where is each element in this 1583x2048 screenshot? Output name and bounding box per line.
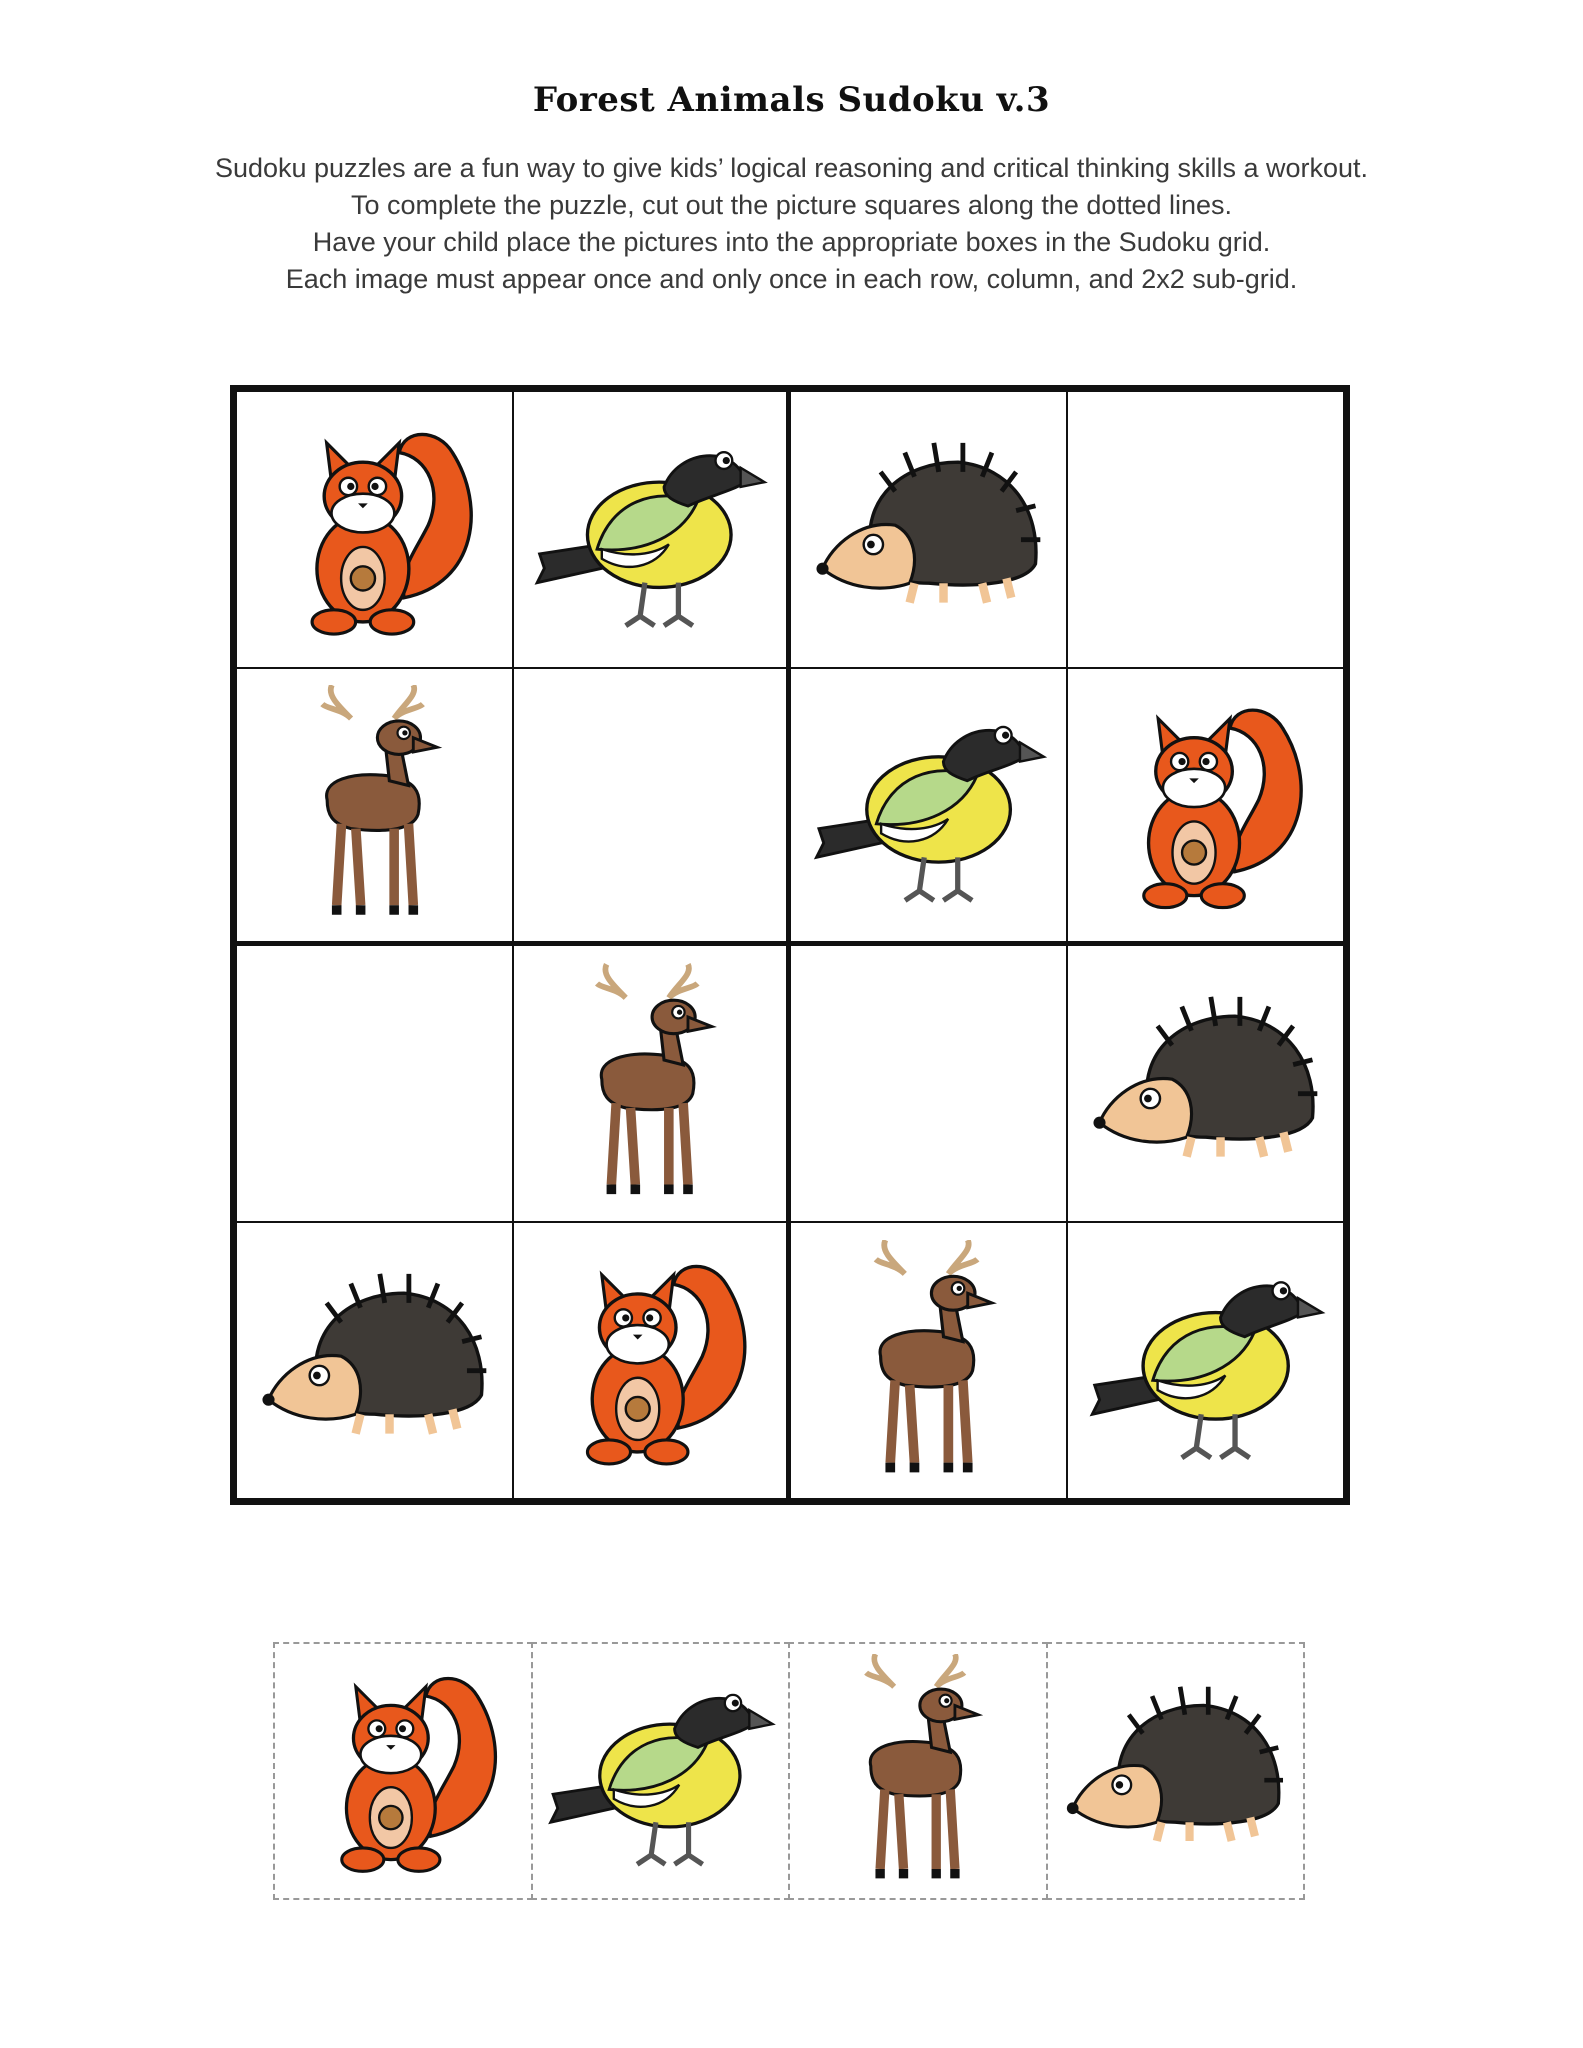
cutout-strip <box>275 1642 1305 1900</box>
hedgehog-icon <box>237 1223 512 1498</box>
instruction-line: Have your child place the pictures into the appropriate boxes in the Sudoku grid. <box>312 227 1271 257</box>
bird-icon <box>1068 1223 1343 1498</box>
squirrel-icon <box>237 392 512 667</box>
grid-cell[interactable] <box>1067 668 1344 945</box>
grid-cell[interactable] <box>236 1222 513 1499</box>
cutout-bird[interactable] <box>531 1642 791 1900</box>
squirrel-icon <box>514 1223 786 1498</box>
squirrel-icon <box>275 1644 531 1898</box>
grid-cell[interactable] <box>1067 1222 1344 1499</box>
grid-cell[interactable] <box>790 668 1067 945</box>
worksheet-title: Forest Animals Sudoku v.3 <box>532 80 1051 120</box>
grid-cell[interactable] <box>513 1222 790 1499</box>
deer-icon <box>237 669 512 941</box>
bird-icon <box>791 669 1066 941</box>
grid-cell[interactable] <box>513 945 790 1222</box>
sudoku-grid <box>230 385 1350 1505</box>
grid-cell[interactable] <box>236 945 513 1222</box>
hedgehog-icon <box>791 392 1066 667</box>
grid-cell[interactable] <box>790 391 1067 668</box>
bird-icon <box>533 1644 789 1898</box>
deer-icon <box>790 1644 1046 1898</box>
grid-cell[interactable] <box>1067 945 1344 1222</box>
instruction-line: Sudoku puzzles are a fun way to give kids’ logical reasoning and critical thinking skills a workout. <box>214 153 1369 183</box>
grid-cell[interactable] <box>790 945 1067 1222</box>
hedgehog-icon <box>1048 1644 1304 1898</box>
grid-cell[interactable] <box>513 668 790 945</box>
cutout-deer[interactable] <box>788 1642 1048 1900</box>
cutout-hedgehog[interactable] <box>1046 1642 1306 1900</box>
instructions <box>0 150 1583 298</box>
cutout-squirrel[interactable] <box>273 1642 533 1900</box>
deer-icon <box>514 946 786 1221</box>
grid-cell[interactable] <box>236 391 513 668</box>
instruction-line: Each image must appear once and only once in each row, column, and 2x2 sub-grid. <box>285 264 1298 294</box>
deer-icon <box>791 1223 1066 1498</box>
squirrel-icon <box>1068 669 1343 941</box>
grid-cell[interactable] <box>513 391 790 668</box>
grid-cell[interactable] <box>236 668 513 945</box>
grid-cell[interactable] <box>790 1222 1067 1499</box>
grid-cell[interactable] <box>1067 391 1344 668</box>
hedgehog-icon <box>1068 946 1343 1221</box>
instruction-line: To complete the puzzle, cut out the picture squares along the dotted lines. <box>350 190 1233 220</box>
bird-icon <box>514 392 786 667</box>
